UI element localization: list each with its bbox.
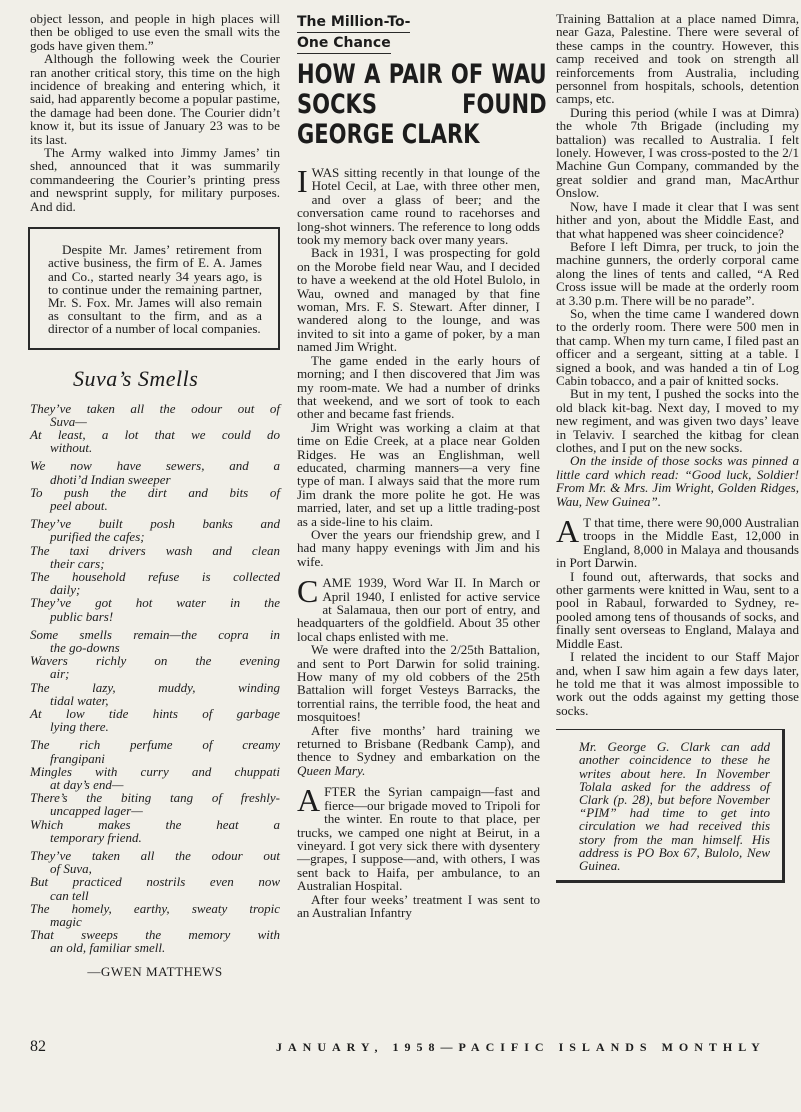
poem-line: can tell	[50, 887, 89, 903]
poem-line: The lazy, muddy, winding	[30, 679, 280, 695]
kicker	[297, 12, 540, 54]
poem-line: But practiced nostrils even now	[30, 874, 280, 890]
poem-line: The homely, earthy, sweaty tropic	[30, 900, 280, 916]
poem-title: Suva’s Smells	[73, 365, 199, 391]
poem-line: There’s the biting tang of freshly-	[30, 790, 280, 806]
paragraph: Over the years our friendship grew, and I had many happy evenings with Jim and his wife.	[297, 526, 540, 569]
paragraph: A T that time, there were 90,000 Australian troops in the Middle East, 12,000 in England, 8,000 in Malaya and thousands in Port Darwin.	[556, 513, 799, 571]
poem-line: an old, familiar smell.	[50, 940, 166, 956]
paragraph: Before I left Dimra, per truck, to join the machine gunners, the orderly corporal came along the lines of tents and called, “A Red Cross issue will be made at the orderly room at 3.30 p.m. There will be no parade”.	[556, 238, 799, 308]
poem-line: public bars!	[50, 608, 114, 624]
poem-line: their cars;	[50, 555, 105, 571]
poem-line: peel about.	[50, 497, 108, 513]
paragraph: Now, have I made it clear that I was sent hither and yon, about the Middle East, and that what happened was sheer coincidence?	[556, 198, 799, 241]
paragraph: Back in 1931, I was prospecting for gold on the Morobe field near Wau, and I decided to have a weekend at the old Hotel Bulolo, in Wau, owned and managed by that fine woman, Mrs. F. S. Stewart. After dinner, I wandered along to the lounge, and was invited to sit into a game of poker, by a man named Jim Wright.	[297, 245, 540, 355]
paragraph: The Army walked into Jimmy James’ tin shed, announced that it was summarily commandeering the Courier’s printing press and newsprint supply, for military purposes. And did.	[30, 145, 280, 214]
poem-line: We now have sewers, and a	[30, 458, 280, 474]
poem-line: Mingles with curry and chuppati	[30, 763, 280, 779]
poem-line: That sweeps the memory with	[30, 927, 280, 943]
column-left	[30, 12, 280, 978]
paragraph: I related the incident to our Staff Major and, when I saw him again a few days later, he told me that it was almost impossible to work out the odds against my getting those socks.	[556, 649, 799, 718]
poem-line: They’ve built posh banks and	[30, 516, 280, 532]
poem-line: temporary friend.	[50, 829, 142, 845]
retirement-notice-box	[28, 227, 280, 349]
paragraph: I found out, afterwards, that socks and other garments were knitted in Wau, sent to a pool in Rabaul, forwarded to Sydney, re-pooled among tens of thousands of socks, and finally sent overseas to England, Malaya and Middle East.	[556, 568, 799, 651]
poem-line: frangipani	[50, 750, 105, 766]
paragraph: object lesson, and people in high places will then be obliged to use even the small wits the gods have given them.”	[30, 11, 280, 53]
poem-byline: —GWEN MATTHEWS	[87, 963, 223, 979]
paragraph: But in my tent, I pushed the socks into the old black kit-bag. Next day, I moved to my new regiment, and was given two days’ leave in Telaviv. I searched the kitbag for clean clothes, and I put on the new socks.	[556, 386, 799, 455]
poem-line: They’ve taken all the odour out	[30, 848, 280, 864]
poem-line: air;	[50, 666, 70, 682]
poem-stanza	[30, 628, 280, 734]
notice-text: Despite Mr. James’ retirement from active business, the firm of E. A. James and Co., started nearly 34 years ago, is to continue under the remaining partner, Mr. S. Fox. Mr. James will also remain as consultant to the firm, and as a director of a number of local companies.	[48, 242, 262, 337]
poem-line: Which makes the heat a	[30, 816, 280, 832]
poem-line: uncapped lager—	[50, 803, 143, 819]
poem-line: without.	[50, 440, 93, 456]
paragraph: On the inside of those socks was pinned a little card which read: “Good luck, Soldier! From Mr. & Mrs. Jim Wright, Golden Ridges, Wau, New Guinea”.	[556, 453, 799, 509]
paragraph: Although the following week the Courier ran another critical story, this time on the high incidence of breaking and entering which, it said, had apparently become a popular pastime, the damage had been done. The Courier didn’t know it, but its issue of January 23 was to be its last.	[30, 51, 280, 147]
poem-stanza	[30, 459, 280, 512]
poem-line: The household refuse is collected	[30, 568, 280, 584]
poem-line: lying there.	[50, 719, 109, 735]
drop-cap: C	[297, 573, 319, 610]
poem-line: They’ve taken all the odour out of	[30, 400, 280, 416]
paragraph: CAME 1939, Word War II. In March or April 1940, I enlisted for active service at Salamaua, then our port of entry, and headquarters of the goldfield. About 35 other local chaps enlisted with me.	[297, 573, 540, 644]
poem-line: The taxi drivers wash and clean	[30, 542, 280, 558]
poem	[30, 402, 280, 955]
poem-stanza	[30, 738, 280, 844]
publication-strip: JANUARY, 1958—PACIFIC ISLANDS MONTHLY	[276, 1040, 766, 1054]
drop-cap: A	[556, 513, 580, 550]
poem-line: daily;	[50, 582, 81, 598]
poem-stanza	[30, 402, 280, 455]
paragraph: AFTER the Syrian campaign—fast and fierce—our brigade moved to Tripoli for the winter. En route to that place, per trucks, we camped one night at Beirut, in a vineyard. I got very sick there with dysentery—grapes, I suppose—and, with others, I was sent back to Haifa, per ambulance, to an Australian Hospital.	[297, 782, 540, 894]
article-headline: HOW A PAIR OF WAU SOCKS FOUND GEORGE CLARK	[297, 59, 547, 150]
poem-line: Some smells remain—the copra in	[30, 626, 280, 642]
column-right	[556, 12, 799, 883]
ship-name: Queen Mary.	[297, 762, 366, 778]
poem-line: the go-downs	[50, 639, 120, 655]
poem-line: at day’s end—	[50, 777, 124, 792]
editor-note-box: Mr. George G. Clark can add another coincidence to these he writes about here. In November Tolala asked for the address of Clark (p. 28), but before November “PIM” had time to get into circulation we had received this story from the man himself. His address is PO Box 67, Bulolo, New Guinea.	[556, 729, 785, 883]
poem-line: purified the cafes;	[50, 529, 145, 545]
poem-line: of Suva,	[50, 861, 92, 877]
paragraph: Jim Wright was working a claim at that time on Edie Creek, at a place near Golden Ridges. He was an Englishman, well educated, charming manners—a very fine type of man. I always said that the more rum Jim drank the more polite he got. He was married, later, and set up a little trading-post as a side-line to his claim.	[297, 419, 540, 529]
paragraph: IWAS sitting recently in that lounge of the Hotel Cecil, at Lae, with three other men, and over a glass of beer; and the conversation came round to racehorses and long-shot winners. The reference to long odds took my memory back over many years.	[297, 163, 540, 248]
paragraph: After five months’ hard training we returned to Brisbane (Redbank Camp), and thence to Sydney and embarkation on the Queen Mary.	[297, 722, 540, 778]
kicker-line-1: The Million-To-	[297, 12, 410, 33]
drop-cap: A	[297, 782, 321, 819]
paragraph: Training Battalion at a place named Dimra, near Gaza, Palestine. There were several of these camps in the country. However, this camp received and took on strength all reinforcements from Australia, including personnel from hospitals, schools, detention camps, etc.	[556, 12, 799, 107]
kicker-line-2: One Chance	[297, 33, 391, 54]
poem-stanza	[30, 517, 280, 623]
drop-cap: I	[297, 163, 308, 199]
paragraph: So, when the time came I wandered down to the orderly room. There were 500 men in that camp. When my turn came, I filed past an officer and a sergeant, sitting at a table. I signed a book, and was handed a tin of Log Cabin tobacco, and a pair of knitted socks.	[556, 305, 799, 388]
poem-line: tidal water,	[50, 692, 109, 708]
column-middle	[297, 12, 547, 920]
paragraph: We were drafted into the 2/25th Battalion, and sent to Port Darwin for solid training. How many of my old cobbers of the 25th Battalion will forget Vesteys Barracks, the torrential rains, the terrible food, the heat and mosquitoes!	[297, 642, 540, 725]
poem-line: The rich perfume of creamy	[30, 737, 280, 753]
poem-line: Suva—	[50, 413, 87, 429]
poem-line: Wavers richly on the evening	[30, 653, 280, 669]
poem-line: At low tide hints of garbage	[30, 705, 280, 721]
page-footer	[30, 1040, 790, 1058]
poem-line: dhoti’d Indian sweeper	[50, 471, 171, 487]
poem-line: magic	[50, 914, 82, 930]
paragraph: During this period (while I was at Dimra) the whole 7th Brigade (including my battalion) was recalled to Australia. I felt lonely. However, I was cross-posted to the 2/1 Machine Gun Company, commanded by the great soldier and grand man, MacArthur Onslow.	[556, 104, 799, 201]
poem-stanza	[30, 849, 280, 955]
page-number: 82	[30, 1038, 46, 1055]
paragraph: The game ended in the early hours of morning; and I then discovered that Jim was my room-mate. We had a number of drinks that weekend, and we sort of took to each other and became fast friends.	[297, 352, 540, 422]
poem-line: To push the dirt and bits of	[30, 484, 280, 500]
poem-line: At least, a lot that we could do	[30, 426, 280, 442]
paragraph: After four weeks’ treatment I was sent to an Australian Infantry	[297, 891, 540, 920]
poem-line: They’ve got hot water in the	[30, 595, 280, 611]
